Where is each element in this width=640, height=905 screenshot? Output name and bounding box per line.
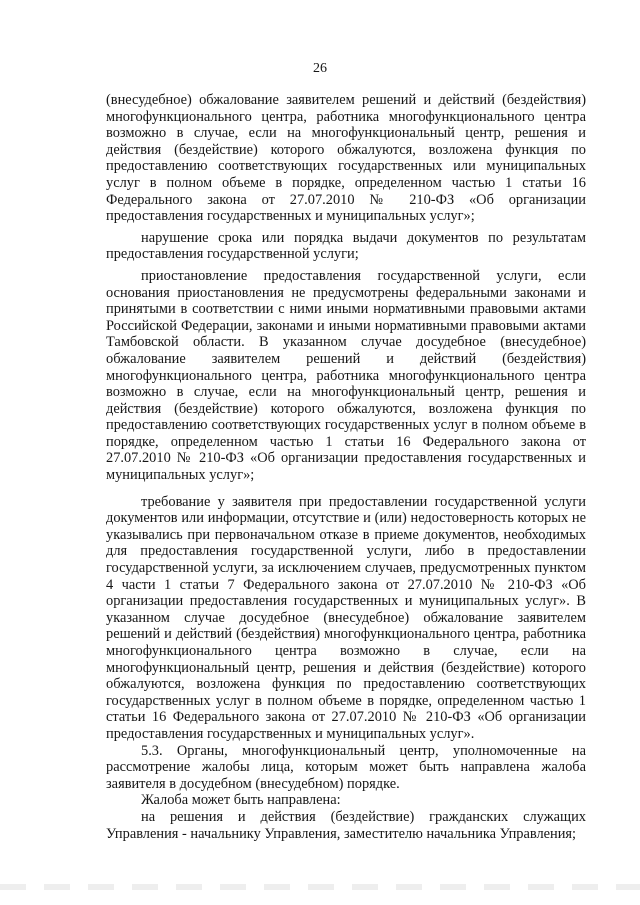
scan-edge-artifact <box>0 884 640 890</box>
paragraph-suspension: приостановление предоставления государственной услуги, если основания приостановления не предусмотрены федеральными законами и принятыми в соответствии с ними иными нормативными правовыми актами Российской Федерации, законами и иными нормативными правовыми актами Тамбовской области. В указанном случае досудебное (внесудебное) обжалование заявителем решений и действий (бездействия) многофункционального центра, работника многофункционального центра возможно в случае, если на многофункциональный центр, решения и действия (бездействие) которого обжалуются, возложена функция по предоставлению соответствующих государственных услуг в полном объеме в порядке, определенном частью 1 статьи 16 Федерального закона от 27.07.2010 № 210-ФЗ «Об организации предоставления государственных и муниципальных услуг»; <box>106 267 586 484</box>
paragraph-complaint-directed: Жалоба может быть направлена: <box>141 792 341 809</box>
document-body <box>106 92 586 842</box>
paragraph-appeal-mfc: (внесудебное) обжалование заявителем решений и действий (бездействия) многофункционального центра, работника многофункционального центра возможно в случае, если на многофункциональный центр, решения и действия (бездействие) которого обжалуются, возложена функция по предоставлению соответствующих государственных или муниципальных услуг в полном объеме в порядке, определенном частью 1 статьи 16 Федерального закона от 27.07.2010 № 210-ФЗ «Об организации предоставления государственных и муниципальных услуг»; <box>106 92 586 225</box>
paragraph-deadline-violation: нарушение срока или порядка выдачи документов по результатам предоставления государственной услуги; <box>106 229 586 263</box>
paragraph-section-5-3: 5.3. Органы, многофункциональный центр, уполномоченные на рассмотрение жалобы лица, которым может быть направлена жалоба заявителя в досудебном (внесудебном) порядке. <box>106 742 586 792</box>
paragraph-civil-servants: на решения и действия (бездействие) гражданских служащих Управления - начальнику Управления, заместителю начальника Управления; <box>106 808 586 842</box>
paragraph-document-requirement: требование у заявителя при предоставлении государственной услуги документов или информации, отсутствие и (или) недостоверность которых не указывались при первоначальном отказе в приеме документов, необходимых для предоставления государственной услуги, либо в предоставлении государственной услуги, за исключением случаев, предусмотренных пунктом 4 части 1 статьи 7 Федерального закона от 27.07.2010 № 210-ФЗ «Об организации предоставления государственных и муниципальных услуг». В указанном случае досудебное (внесудебное) обжалование заявителем решений и действий (бездействия) многофункционального центра, работника многофункционального центра возможно в случае, если на многофункциональный центр, решения и действия (бездействие) которого обжалуются, возложена функция по предоставлению соответствующих государственных услуг в полном объеме в порядке, определенном частью 1 статьи 16 Федерального закона от 27.07.2010 № 210-ФЗ «Об организации предоставления государственных и муниципальных услуг». <box>106 493 586 742</box>
page-number: 26 <box>313 61 327 76</box>
